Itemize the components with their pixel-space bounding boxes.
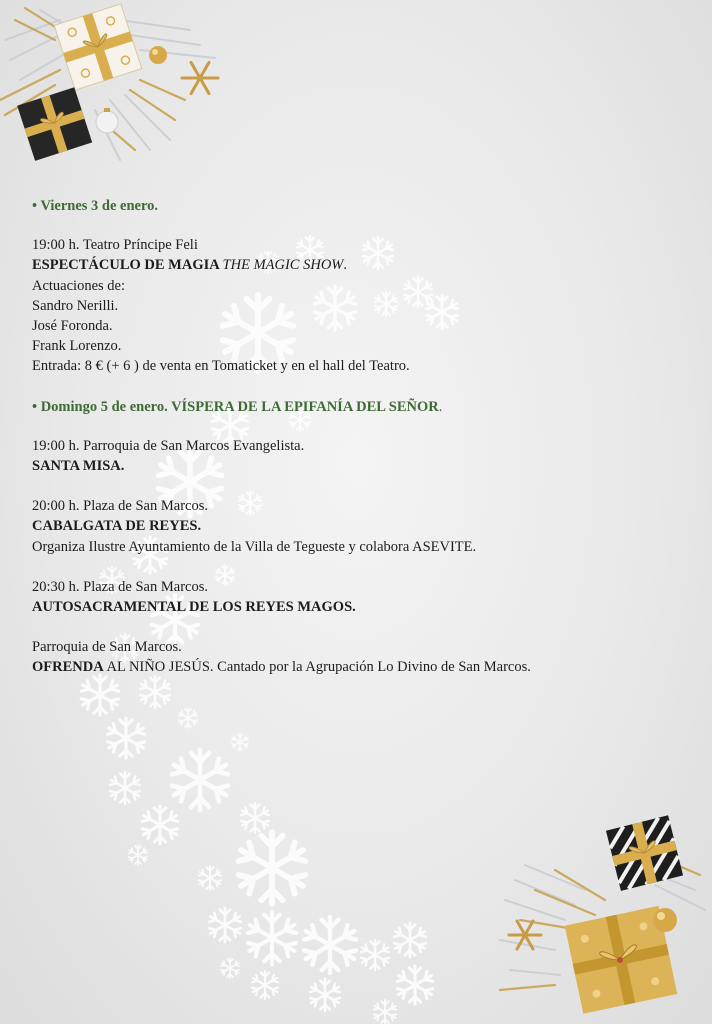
parade-title: CABALGATA DE REYES. [32,518,202,535]
snowflake-icon [235,832,308,904]
autosacramental-title: AUTOSACRAMENTAL DE LOS REYES MAGOS. [32,599,356,616]
snowflake-icon [208,908,243,942]
autosacramental-time: 20:30 h. Plaza de San Marcos. [32,578,208,595]
snowflake-icon [231,733,249,751]
parade-organizer: Organiza Ilustre Ayuntamiento de la Villa de Tegueste y colabora ASEVITE. [32,538,477,555]
snowflake-icon [178,708,198,728]
program-content [32,196,682,678]
snowflake-icon [373,1000,397,1024]
magic-show-title-bold: ESPECTÁCULO DE MAGIA [32,257,223,274]
snowflake-icon [80,675,121,715]
snowflake-icon [240,803,270,833]
friday-heading: • Viernes 3 de enero. [32,198,159,214]
parade-time: 20:00 h. Plaza de San Marcos. [32,498,208,515]
snowflake-icon [360,940,390,970]
gift-black-icon [17,87,92,161]
snowflake-icon [139,676,172,708]
magic-show-time: 19:00 h. Teatro Príncipe Feli [32,237,198,254]
ticket-info: Entrada: 8 € (+ 6 ) de venta en Tomaticket y en el hall del Teatro. [32,358,410,375]
magic-show-title: ESPECTÁCULO DE MAGIA THE MAGIC SHOW. [32,257,347,274]
mass-title: SANTA MISA. [32,458,125,475]
snowflake-icon [309,979,342,1011]
snowflake-icon [141,806,180,844]
offering-title: OFRENDA AL NIÑO JESÚS. Cantado por la Agrupación Lo Divino de San Marcos. [32,659,531,676]
magic-show-title-italic: THE MAGIC SHOW [222,257,344,274]
gold-snowflake-icon [182,62,218,93]
performer-1: Sandro Nerilli. [32,297,119,314]
snowflake-icon [251,971,279,999]
performer-3: Frank Lorenzo. [32,338,122,355]
snowflake-icon [109,772,142,804]
snowflake-icon [106,718,147,758]
snowflake-icon [396,966,435,1004]
christmas-gifts-bottom-right [495,810,712,1024]
sunday-heading: • Domingo 5 de enero. VÍSPERA DE LA EPIFANÍA DEL SEÑOR. [32,398,443,415]
snowflake-icon [198,866,222,890]
christmas-gifts-top-left [0,0,235,170]
gift-white-icon [54,4,142,90]
snowflake-icon [220,958,240,978]
snowflake-icon [170,750,231,810]
offering-place: Parroquia de San Marcos. [32,639,182,656]
snowflake-icon [128,845,148,865]
mass-time: 19:00 h. Parroquia de San Marcos Evangelista. [32,437,305,454]
snowflake-icon [302,917,359,973]
snowflake-icon [246,912,299,964]
performers-label: Actuaciones de: [32,277,126,294]
snowflake-icon [393,923,428,957]
performer-2: José Foronda. [32,318,113,335]
